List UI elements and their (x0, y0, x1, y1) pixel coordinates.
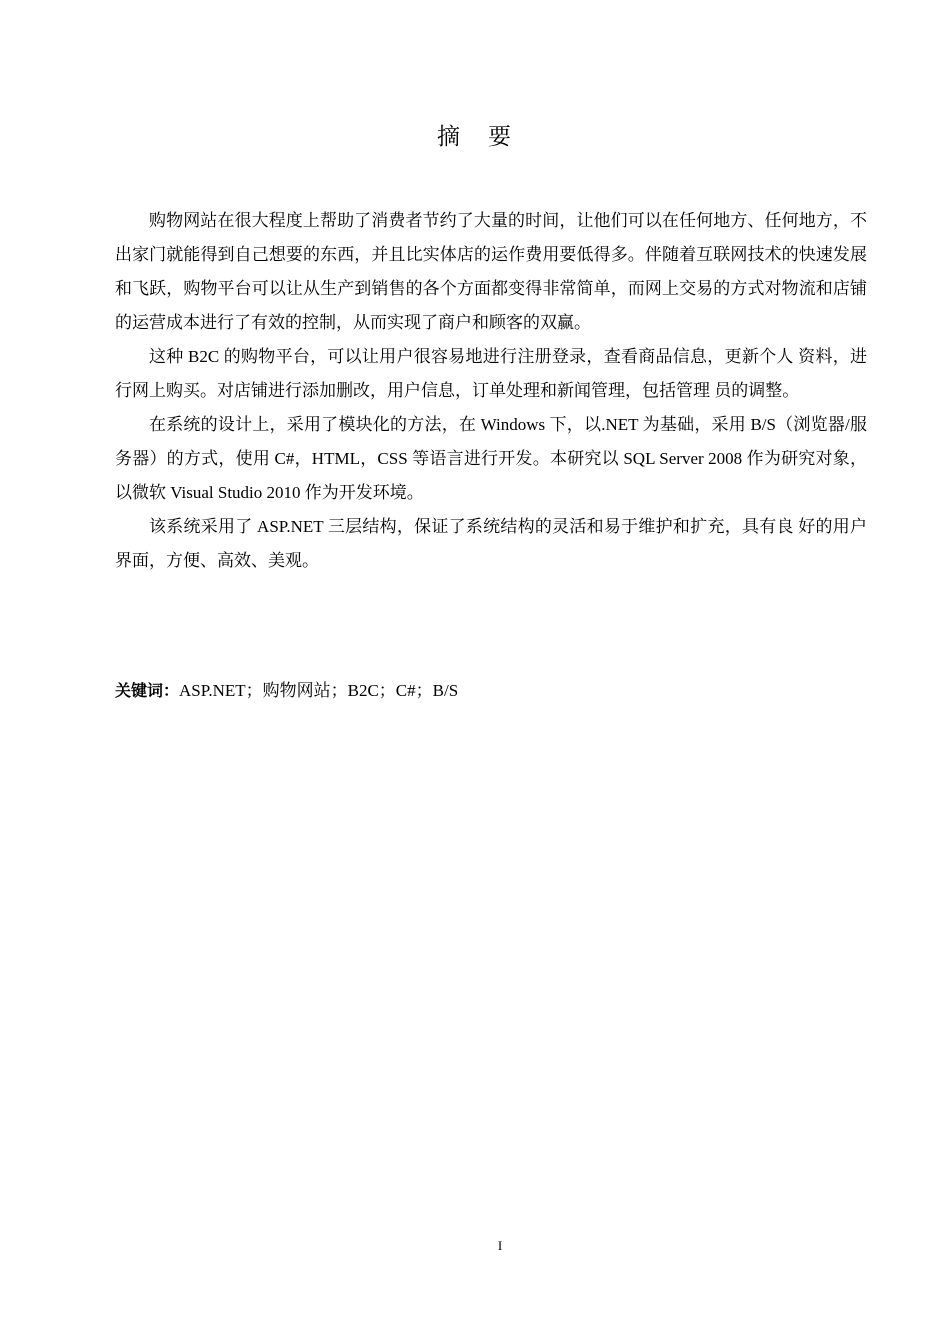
abstract-paragraph-4: 该系统采用了 ASP.NET 三层结构，保证了系统结构的灵活和易于维护和扩充，具有良 好的用户界面，方便、高效、美观。 (115, 517, 867, 570)
abstract-paragraph-2: 这种 B2C 的购物平台，可以让用户很容易地进行注册登录，查看商品信息，更新个人 资料，进行网上购买。对店铺进行添加删改，用户信息，订单处理和新闻管理，包括管理 员的调整。 (115, 347, 867, 400)
abstract-paragraph-3: 在系统的设计上，采用了模块化的方法，在 Windows 下，以.NET 为基础，采用 B/S（浏览器/服务器）的方式，使用 C#，HTML，CSS 等语言进行开发。本研究以 SQL Server 2008 作为研究对象，以微软 Visual Studio 2010 作为开发环境。 (115, 415, 867, 502)
keywords-value: ASP.NET；购物网站；B2C；C#；B/S (179, 681, 459, 700)
keywords-label: 关键词： (115, 681, 180, 700)
page-number: I (497, 1238, 503, 1253)
page-title: 摘要 (437, 124, 539, 150)
abstract-paragraph-1: 购物网站在很大程度上帮助了消费者节约了大量的时间，让他们可以在任何地方、任何地方，不出家门就能得到自己想要的东西，并且比实体店的运作费用要低得多。伴随着互联网技术的快速发展和飞跃，购物平台可以让从生产到销售的各个方面都变得非常简单，而网上交易的方式对物流和店铺的运营成本进行了有效的控制，从而实现了商户和顾客的双赢。 (115, 211, 867, 332)
abstract-body (115, 204, 867, 578)
keywords-line (115, 676, 867, 706)
